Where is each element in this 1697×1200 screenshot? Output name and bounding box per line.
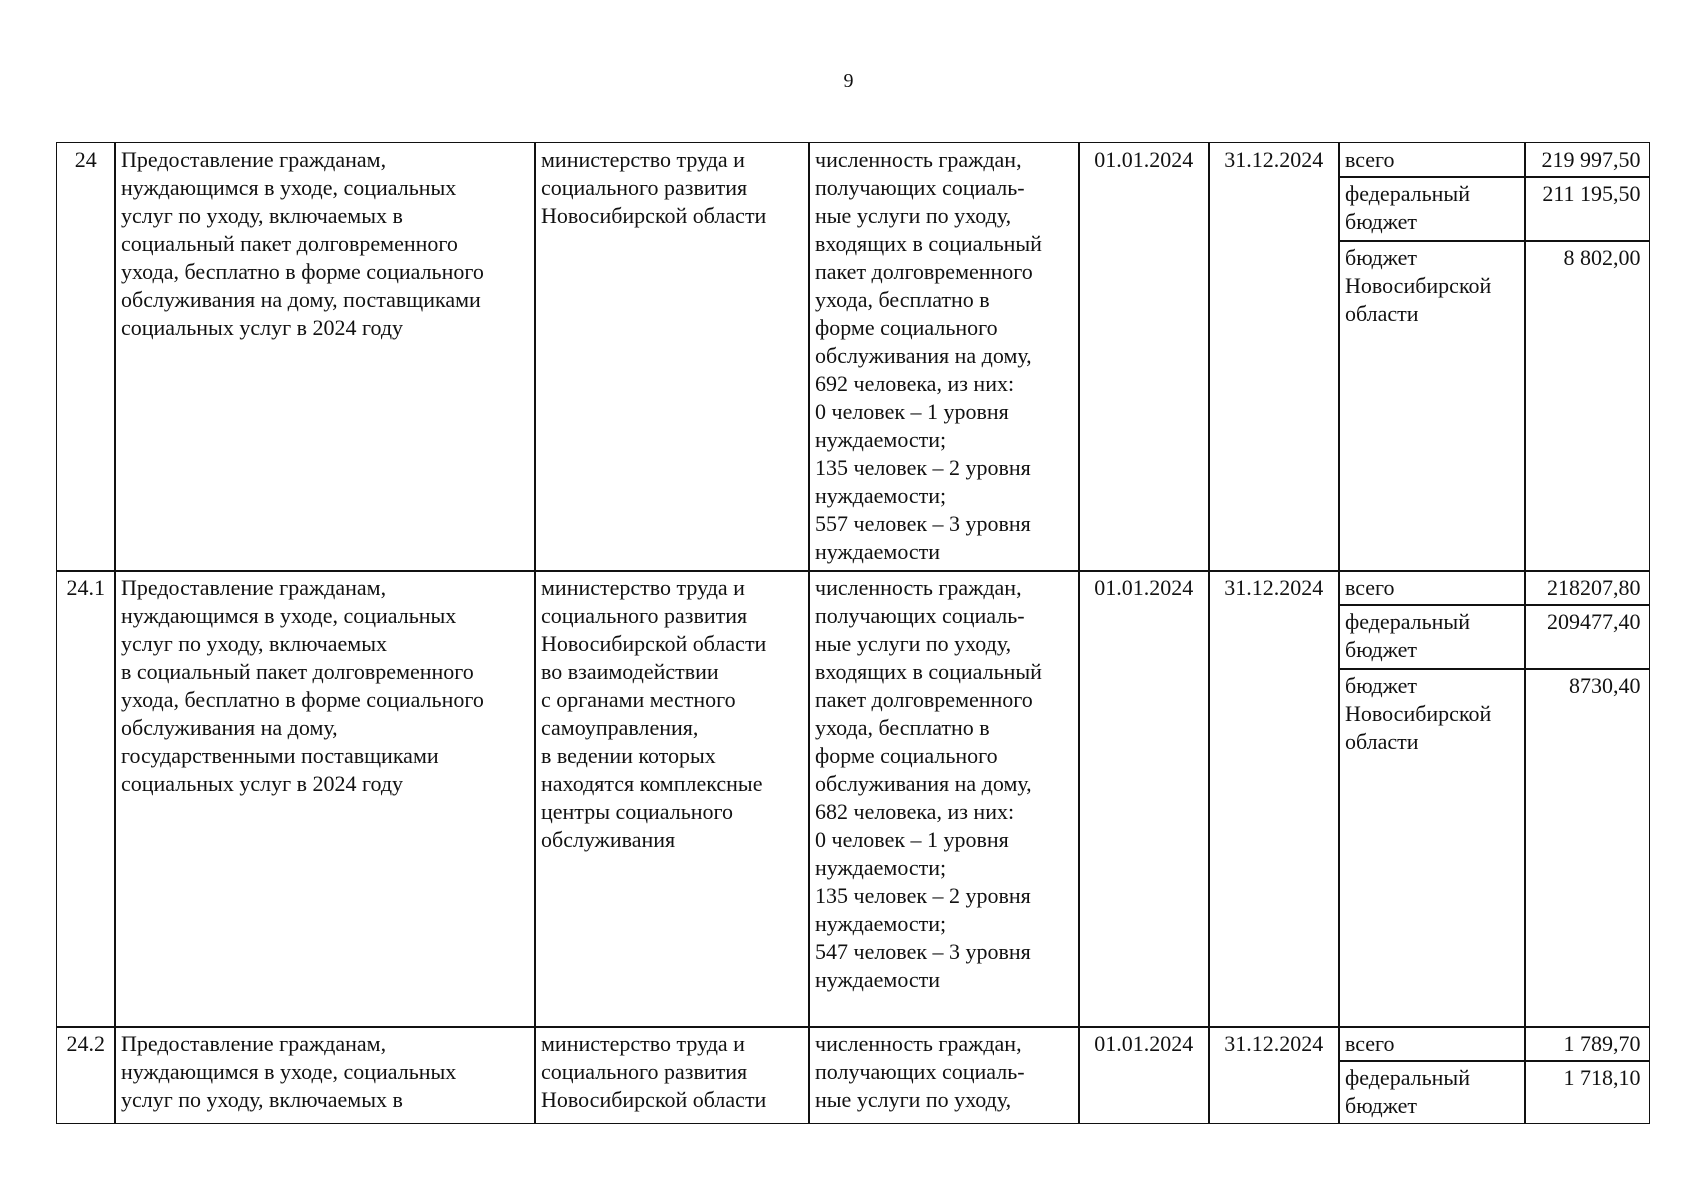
funding-amount: 8730,40	[1524, 668, 1650, 1028]
start-date: 01.01.2024	[1078, 142, 1210, 572]
page-number: 9	[843, 70, 854, 92]
result: численность граждан, получающих социаль- ные услуги по уходу,	[808, 1026, 1080, 1124]
funding-source: федеральный бюджет	[1338, 604, 1526, 670]
executor: министерство труда и социального развития Новосибирской области	[534, 142, 810, 572]
funding-source: федеральный бюджет	[1338, 1060, 1526, 1124]
end-date: 31.12.2024	[1208, 1026, 1340, 1124]
funding-amount: 218207,80	[1524, 570, 1650, 606]
funding-source: федеральный бюджет	[1338, 176, 1526, 242]
funding-amount: 1 789,70	[1524, 1026, 1650, 1062]
end-date: 31.12.2024	[1208, 570, 1340, 1028]
row-number: 24	[56, 142, 116, 572]
start-date: 01.01.2024	[1078, 570, 1210, 1028]
funding-amount: 219 997,50	[1524, 142, 1650, 178]
executor: министерство труда и социального развития Новосибирской области во взаимодействии с органами местного самоуправления, в ведении которых находятся комплексные центры социального обслуживания	[534, 570, 810, 1028]
end-date: 31.12.2024	[1208, 142, 1340, 572]
funding-source: бюджет Новосибирской области	[1338, 240, 1526, 572]
event-name: Предоставление гражданам, нуждающимся в уходе, социальных услуг по уходу, включаемых в социальный пакет долговременного ухода, бесплатно в форме социального обслуживания на дому, поставщиками социальных услуг в 2024 году	[114, 142, 536, 572]
funding-amount: 1 718,10	[1524, 1060, 1650, 1124]
event-name: Предоставление гражданам, нуждающимся в уходе, социальных услуг по уходу, включаемых в	[114, 1026, 536, 1124]
funding-amount: 209477,40	[1524, 604, 1650, 670]
funding-source: всего	[1338, 1026, 1526, 1062]
funding-source: бюджет Новосибирской области	[1338, 668, 1526, 1028]
funding-amount: 211 195,50	[1524, 176, 1650, 242]
result: численность граждан, получающих социаль- ные услуги по уходу, входящих в социальный пакет долговременного ухода, бесплатно в форме социального обслуживания на дому, 692 человека, из них: 0 человек – 1 уровня нуждаемости; 135 человек – 2 уровня нуждаемости; 557 человек – 3 уровня нуждаемости	[808, 142, 1080, 572]
row-number: 24.2	[56, 1026, 116, 1124]
funding-source: всего	[1338, 570, 1526, 606]
budget-table	[56, 142, 1648, 1122]
executor: министерство труда и социального развития Новосибирской области	[534, 1026, 810, 1124]
event-name: Предоставление гражданам, нуждающимся в уходе, социальных услуг по уходу, включаемых в социальный пакет долговременного ухода, бесплатно в форме социального обслуживания на дому, государственными поставщиками социальных услуг в 2024 году	[114, 570, 536, 1028]
start-date: 01.01.2024	[1078, 1026, 1210, 1124]
funding-amount: 8 802,00	[1524, 240, 1650, 572]
funding-source: всего	[1338, 142, 1526, 178]
row-number: 24.1	[56, 570, 116, 1028]
result: численность граждан, получающих социаль- ные услуги по уходу, входящих в социальный пакет долговременного ухода, бесплатно в форме социального обслуживания на дому, 682 человека, из них: 0 человек – 1 уровня нуждаемости; 135 человек – 2 уровня нуждаемости; 547 человек – 3 уровня нуждаемости	[808, 570, 1080, 1028]
